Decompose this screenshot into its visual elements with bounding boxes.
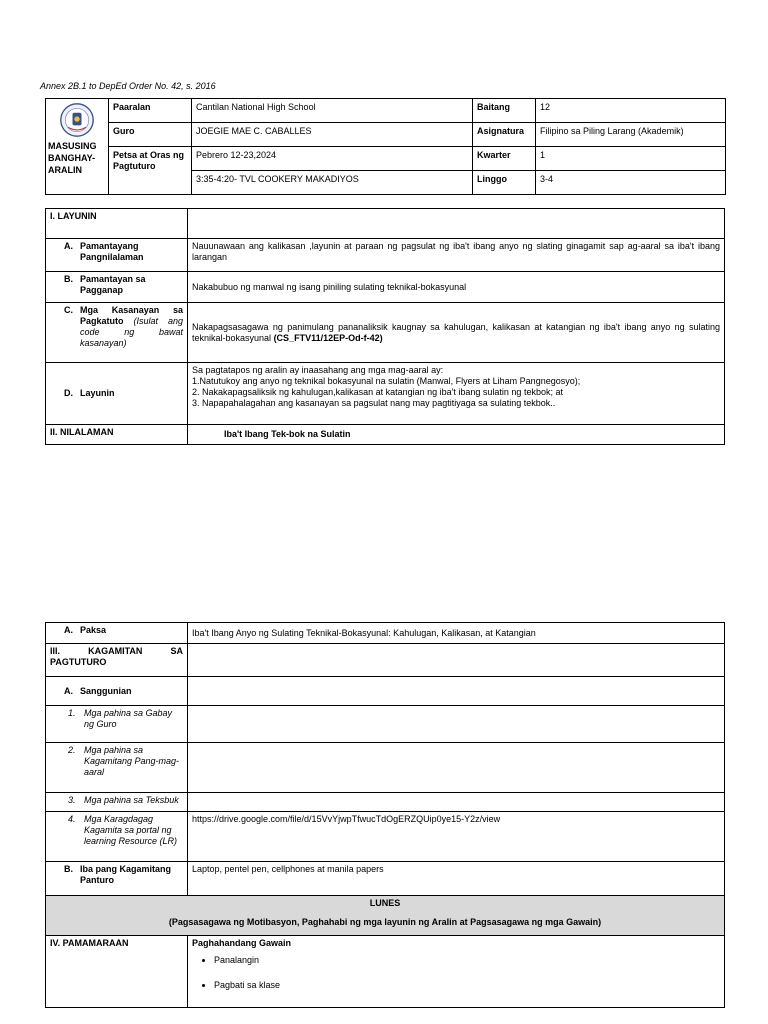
kwarter-value: 1 — [536, 147, 726, 171]
paaralan-label: Paaralan — [109, 99, 192, 123]
kwarter-label: Kwarter — [473, 147, 536, 171]
guro-value: JOEGIE MAE C. CABALLES — [192, 123, 473, 147]
paaralan-value: Cantilan National High School — [192, 99, 473, 123]
guro-label: Guro — [109, 123, 192, 147]
nilalaman-value: Iba't Ibang Tek-bok na Sulatin — [188, 425, 725, 445]
header-table — [45, 98, 726, 195]
oras-value: 3:35-4:20- TVL COOKERY MAKADIYOS — [192, 171, 473, 195]
pamantayang-pangnilalaman-value: Nauunawaan ang kalikasan ,layunin at paraan ng pagsulat ng iba't ibang anyo ng slating ginagamit sap ag-aaral sa iba't ibang larangan — [188, 239, 725, 272]
activity-list — [192, 955, 720, 991]
annex-reference: Annex 2B.1 to DepEd Order No. 42, s. 2016 — [40, 81, 216, 91]
kasanayan-label: C. Mga Kasanayan sa Pagkatuto (Isulat ang code ng bawat kasanayan) — [46, 303, 188, 363]
pamantayang-pangnilalaman-label: A. Pamantayang Pangnilalaman — [46, 239, 188, 272]
kasanayan-code: (CS_FTV11/12EP-Od-f-42) — [273, 332, 383, 343]
title-cell — [46, 99, 109, 195]
linggo-value: 3-4 — [536, 171, 726, 195]
baitang-label: Baitang — [473, 99, 536, 123]
pamamaraan-heading: IV. PAMAMARAAN — [46, 936, 188, 1008]
sanggunian-item-1-value — [188, 706, 725, 743]
baitang-value: 12 — [536, 99, 726, 123]
lr-portal-link[interactable]: https://drive.google.com/file/d/15VvYjwpTfwucTdOgERZQUip0ye15-Y2z/view — [188, 812, 725, 862]
sanggunian-item-1-label: 1. Mga pahina sa Gabay ng Guro — [46, 706, 188, 743]
kagamitan-heading: III. KAGAMITAN SA PAGTUTURO — [46, 644, 188, 677]
asignatura-value: Filipino sa Piling Larang (Akademik) — [536, 123, 726, 147]
sanggunian-empty — [188, 677, 725, 706]
sanggunian-item-3-label: 3. Mga pahina sa Teksbuk — [46, 793, 188, 812]
layunin-empty — [188, 209, 725, 239]
layunin-label: D. Layunin — [46, 363, 188, 425]
deped-seal-icon — [59, 102, 95, 138]
kagamitan-empty — [188, 644, 725, 677]
pamantayan-pagganap-value: Nakabubuo ng manwal ng isang piniling sulating teknikal-bokasyunal — [188, 272, 725, 303]
petsa-value: Pebrero 12-23,2024 — [192, 147, 473, 171]
sanggunian-item-4-label: 4. Mga Karagdagag Kagamita sa portal ng learning Resource (LR) — [46, 812, 188, 862]
layunin-value: Sa pagtatapos ng aralin ay inaasahang ang mga mag-aaral ay: 1.Natutukoy ang anyo ng teknikal bokasyunal na sulatin (Manwal, Flyers at Liham Pangnegosyo); 2. Nakakapagsaliksik ng kahulugan,kalikasan at katangian ng iba't ibang sulatin ng tekbok; at 3. Napapahalagahan ang kasanayan sa pagsulat nang may pagtitiyaga sa sulating tekbok.. — [188, 363, 725, 425]
materials-table — [45, 622, 725, 1008]
iba-pang-kagamitan-label: B. Iba pang Kagamitang Panturo — [46, 862, 188, 896]
pamantayan-pagganap-label: B. Pamantayan sa Pagganap — [46, 272, 188, 303]
layunin-heading: I. LAYUNIN — [46, 209, 188, 239]
objectives-table — [45, 208, 725, 445]
iba-pang-kagamitan-value: Laptop, pentel pen, cellphones at manila papers — [188, 862, 725, 896]
sanggunian-label: A. Sanggunian — [46, 677, 188, 706]
paksa-value: Iba't Ibang Anyo ng Sulating Teknikal-Bokasyunal: Kahulugan, Kalikasan, at Katangian — [188, 623, 725, 644]
lesson-plan-title: MASUSING BANGHAY- ARALIN — [48, 141, 97, 175]
lunes-banner — [46, 896, 725, 936]
paksa-label: A. Paksa — [46, 623, 188, 644]
list-item: • Panalangin — [214, 955, 720, 966]
kasanayan-note: (Isulat ang code ng bawat kasanayan) — [80, 316, 183, 348]
kasanayan-value: Nakapagsasagawa ng panimulang pananaliksik kaugnay sa kahulugan, kalikasan at katangian ng iba't ibang anyo ng sulating teknikal-bokasyunal (CS_FTV11/12EP-Od-f-42) — [188, 303, 725, 363]
lunes-subtitle: (Pagsasagawa ng Motibasyon, Paghahabi ng mga layunin ng Aralin at Pagsasagawa ng mga Gawain) — [168, 917, 602, 927]
sanggunian-item-2-value — [188, 743, 725, 793]
nilalaman-heading: II. NILALAMAN — [46, 425, 188, 445]
list-item: • Pagbati sa klase — [214, 980, 720, 991]
lunes-title: LUNES — [369, 898, 401, 908]
sanggunian-item-2-label: 2. Mga pahina sa Kagamitang Pang-mag-aaral — [46, 743, 188, 793]
paghahanda-label: Paghahandang Gawain — [192, 938, 292, 948]
asignatura-label: Asignatura — [473, 123, 536, 147]
pamamaraan-content — [188, 936, 725, 1008]
linggo-label: Linggo — [473, 171, 536, 195]
petsa-label: Petsa at Oras ng Pagtuturo — [109, 147, 192, 195]
sanggunian-item-3-value — [188, 793, 725, 812]
